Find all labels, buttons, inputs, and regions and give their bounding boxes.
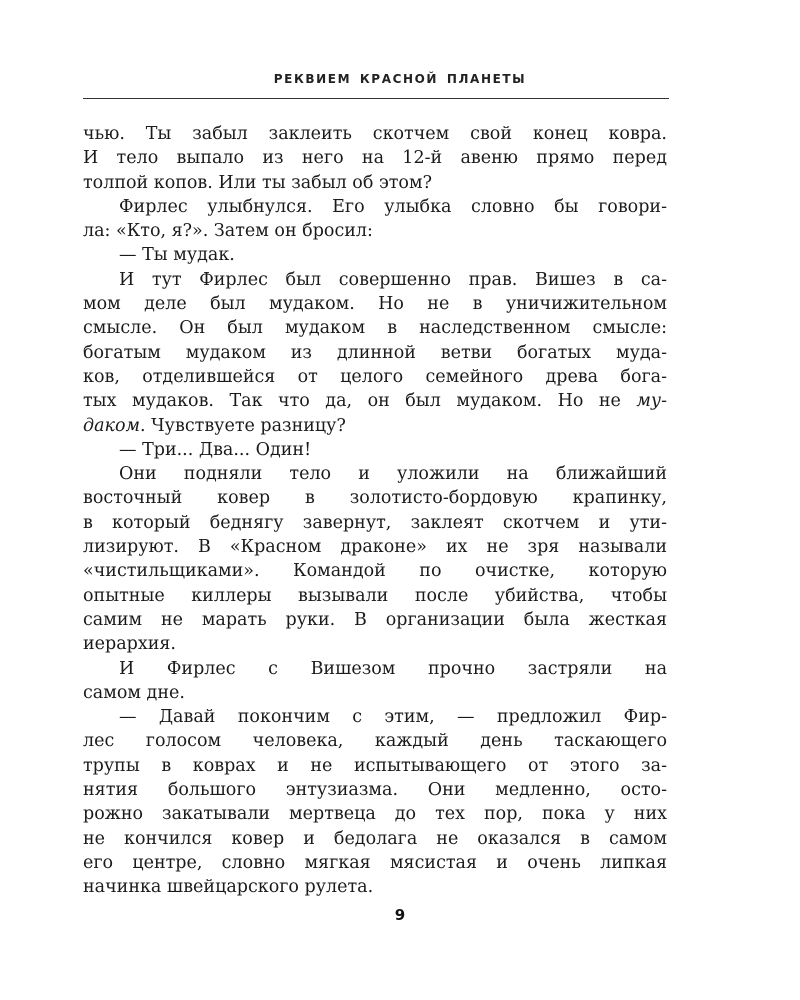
text-line: мом деле был мудаком. Но не в уничижительном	[83, 294, 667, 315]
text-line: смысле. Он был мудаком в наследственном смысле:	[83, 318, 667, 339]
text-line: И тело выпало из него на 12-й авеню прямо перед	[83, 148, 667, 169]
text-line: богатым мудаком из длинной ветви богатых муда-	[83, 342, 667, 363]
running-head: РЕКВИЕМ КРАСНОЙ ПЛАНЕТЫ	[273, 72, 527, 86]
text-line: И тут Фирлес был совершенно прав. Вишез в са-	[119, 269, 667, 290]
text-line: трупы в коврах и не испытывающего от этого за-	[83, 755, 667, 776]
text-line: иерархия.	[83, 634, 176, 655]
text-line: в который беднягу завернут, заклеят скотчем и ути-	[83, 512, 667, 533]
text-line: Фирлес улыбнулся. Его улыбка словно бы говори-	[119, 196, 667, 217]
text-line: опытные киллеры вызывали после убийства, чтобы	[83, 585, 667, 606]
text-line: ков, отделившейся от целого семейного древа бога-	[83, 366, 667, 387]
text-line: — Давай покончим с этим, — предложил Фир-	[119, 707, 667, 728]
text-line: лес голосом человека, каждый день таскающего	[83, 731, 667, 752]
text-line: лизируют. В «Красном драконе» их не зря называли	[83, 537, 667, 558]
book-text	[83, 122, 667, 900]
page-number: 9	[394, 906, 406, 924]
emphasis-text: даком	[83, 415, 141, 436]
text-line: — Ты мудак.	[119, 245, 235, 266]
text-line: не кончился ковер и бедолага не оказался в самом	[83, 828, 667, 849]
text-line: начинка швейцарского рулета.	[83, 877, 374, 898]
text-line: рожно закатывали мертвеца до тех пор, пока у них	[83, 804, 667, 825]
text-line: его центре, словно мягкая мясистая и очень липкая	[83, 852, 667, 873]
text-line: нятия большого энтузиазма. Они медленно, осто-	[83, 780, 667, 801]
text-line: восточный ковер в золотисто-бордовую крапинку,	[83, 488, 667, 509]
text-line: самом дне.	[83, 682, 185, 703]
text-line: Они подняли тело и уложили на ближайший	[119, 464, 667, 485]
text-line: чью. Ты забыл заклеить скотчем свой конец ковра.	[83, 124, 667, 144]
text-line: ла: «Кто, я?». Затем он бросил:	[83, 221, 373, 242]
emphasis-text: му	[636, 391, 662, 412]
text-line: самим не марать руки. В организации была жесткая	[83, 609, 667, 630]
text-segment: . Чувствуете разницу?	[140, 415, 346, 436]
text-line: толпой копов. Или ты забыл об этом?	[83, 172, 432, 193]
text-line: И Фирлес с Вишезом прочно застряли на	[119, 658, 667, 679]
text-line: «чистильщиками». Командой по очистке, которую	[83, 561, 667, 582]
text-line	[83, 414, 667, 438]
header-rule	[83, 98, 669, 99]
text-segment: тых мудаков. Так что да, он был мудаком. Но не	[83, 391, 637, 412]
text-line: — Три... Два... Один!	[119, 439, 312, 460]
text-line: тых мудаков. Так что да, он был мудаком. Но не му-	[83, 391, 667, 412]
